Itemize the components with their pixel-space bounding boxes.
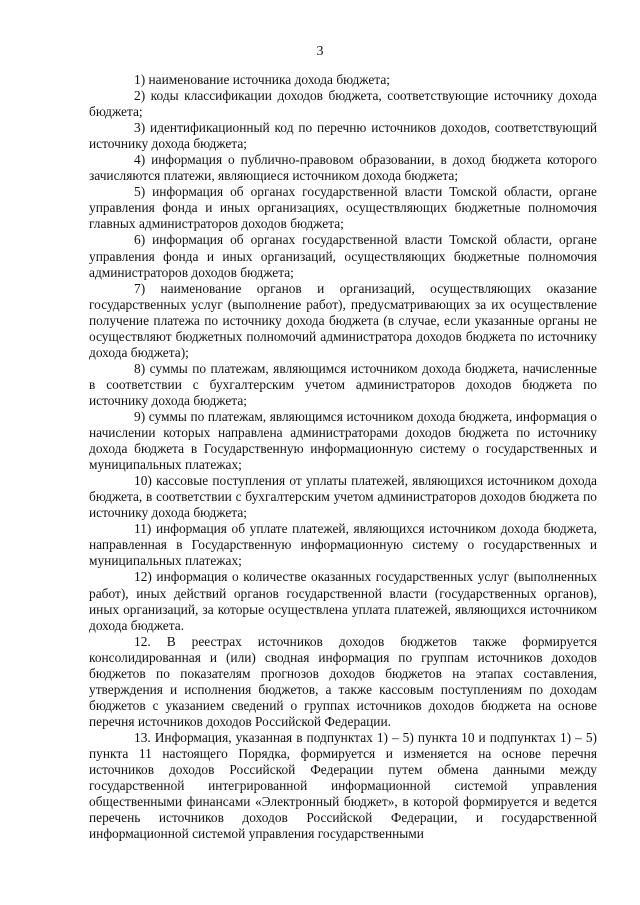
paragraph-12: 12. В реестрах источников доходов бюджетов также формируется консолидированная и (или) сводная информация по группам источников доходов бюджетов по показателям прогнозов доходов бюджетов на этапах составления, утверждения и исполнения бюджетов, а также кассовым поступлениям по доходам бюджетов с указанием сведений о группах источников доходов бюджета на основе перечня источников доходов Российской Федерации. xyxy=(89,633,597,729)
list-item-2: 2) коды классификации доходов бюджета, соответствующие источнику дохода бюджета; xyxy=(89,88,597,120)
document-body xyxy=(89,72,597,842)
list-item-1: 1) наименование источника дохода бюджета; xyxy=(134,72,390,87)
list-item-10: 10) кассовые поступления от уплаты платежей, являющихся источником дохода бюджета, в соответствии с бухгалтерским учетом администраторов доходов бюджета по источнику дохода бюджета; xyxy=(89,473,597,521)
page-number: 3 xyxy=(316,44,324,59)
list-item-11: 11) информация об уплате платежей, являющихся источником дохода бюджета, направленная в Государственную информационную систему о государственных и муниципальных платежах; xyxy=(89,521,597,569)
list-item-5: 5) информация об органах государственной власти Томской области, органе управления фонда и иных организациях, осуществляющих бюджетные полномочия главных администраторов доходов бюджета; xyxy=(89,184,597,232)
list-item-9: 9) суммы по платежам, являющимся источником дохода бюджета, информация о начислении которых направлена администраторами доходов бюджета по источнику дохода бюджета в Государственную информационную систему о государственных и муниципальных платежах; xyxy=(89,408,597,473)
list-item-7: 7) наименование органов и организаций, осуществляющих оказание государственных услуг (выполнение работ), предусматривающих за их осуществление получение платежа по источнику дохода бюджета (в случае, если указанные органы не осуществляют бюджетных полномочий администратора доходов бюджета по источнику дохода бюджета); xyxy=(89,280,597,360)
paragraph-13: 13. Информация, указанная в подпунктах 1) – 5) пункта 10 и подпунктах 1) – 5) пункта 11 настоящего Порядка, формируется и изменяется на основе перечня источников доходов Российской Федерации путем обмена данными между государственной интегрированной информационной системой управления общественными финансами «Электронный бюджет», в которой формируется и ведется перечень источников доходов Российской Федерации, и государственной информационной системой управления государственными xyxy=(89,729,597,842)
list-item-6: 6) информация об органах государственной власти Томской области, органе управления фонда и иных организаций, осуществляющих бюджетные полномочия администраторов доходов бюджета; xyxy=(89,232,597,280)
list-item-12: 12) информация о количестве оказанных государственных услуг (выполненных работ), иных действий органов государственной власти (государственных органов), иных организаций, за которые осуществлена уплата платежей, являющихся источником дохода бюджета. xyxy=(89,569,597,633)
list-item-4: 4) информация о публично-правовом образовании, в доход бюджета которого зачисляются платежи, являющиеся источником дохода бюджета; xyxy=(89,152,597,184)
list-item-3: 3) идентификационный код по перечню источников доходов, соответствующий источнику дохода бюджета; xyxy=(89,120,597,152)
list-item-8: 8) суммы по платежам, являющимся источником дохода бюджета, начисленные в соответствии с бухгалтерским учетом администраторов доходов бюджета по источнику дохода бюджета; xyxy=(89,360,597,408)
